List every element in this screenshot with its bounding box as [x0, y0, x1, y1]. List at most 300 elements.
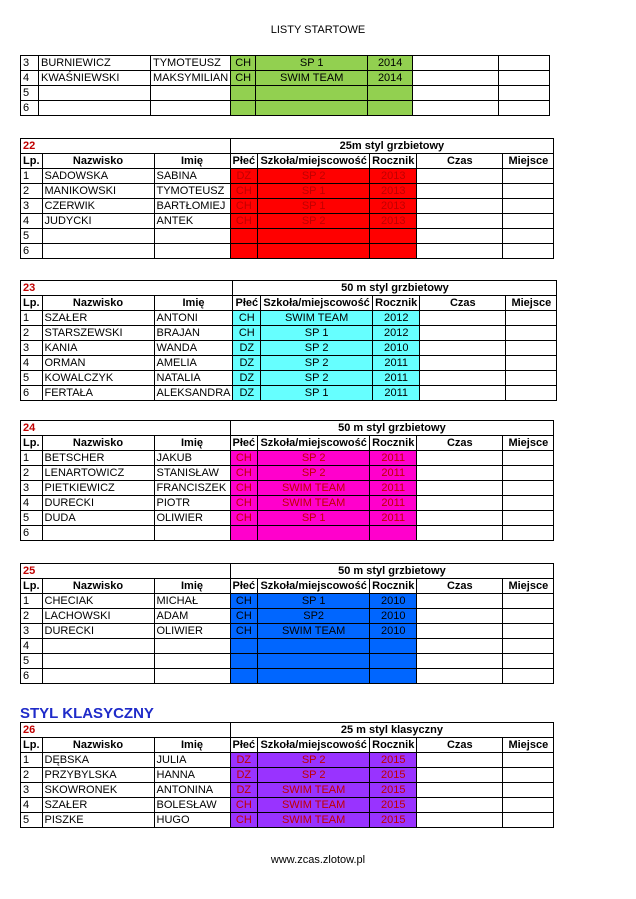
cell-miejsce: [503, 813, 554, 828]
cell-czas: [417, 511, 503, 526]
cell-rocznik: 2011: [370, 466, 417, 481]
cell-lp: 2: [21, 768, 43, 783]
cell-czas: [417, 669, 503, 684]
cell-nazwisko: [42, 526, 154, 541]
cell-nazwisko: DURECKI: [42, 496, 154, 511]
cell-rocznik: 2011: [373, 356, 420, 371]
event-number: 23: [21, 281, 233, 296]
cell-plec: DZ: [233, 371, 261, 386]
cell-miejsce: [503, 511, 554, 526]
header-plec: Płeć: [230, 738, 258, 753]
table-row: [21, 214, 554, 229]
cell-szkola: SP 2: [258, 451, 370, 466]
event-number: 26: [21, 723, 231, 738]
cell-plec: DZ: [230, 768, 258, 783]
cell-szkola: SP 2: [258, 214, 370, 229]
cell-czas: [417, 526, 503, 541]
cell-rocznik: 2015: [370, 753, 417, 768]
cell-imie: HUGO: [154, 813, 230, 828]
cell-lp: 6: [21, 526, 43, 541]
table-row: [21, 199, 554, 214]
header-miejsce: Miejsce: [503, 738, 554, 753]
cell-plec: [230, 654, 258, 669]
cell-czas: [417, 214, 503, 229]
header-rocznik: Rocznik: [370, 579, 417, 594]
cell-lp: 3: [21, 624, 43, 639]
cell-szkola: [256, 101, 368, 116]
cell-imie: PIOTR: [154, 496, 230, 511]
cell-imie: OLIWIER: [154, 624, 230, 639]
header-czas: Czas: [417, 738, 503, 753]
cell-rocznik: 2010: [373, 341, 420, 356]
header-miejsce: Miejsce: [503, 579, 554, 594]
cell-plec: [230, 244, 258, 259]
cell-miejsce: [503, 244, 554, 259]
cell-imie: ANTEK: [154, 214, 230, 229]
cell-nazwisko: [42, 244, 154, 259]
cell-imie: [151, 86, 231, 101]
cell-lp: 6: [21, 386, 43, 401]
cell-imie: MICHAŁ: [154, 594, 230, 609]
cell-plec: [230, 669, 258, 684]
cell-nazwisko: DURECKI: [42, 624, 154, 639]
cell-miejsce: [503, 654, 554, 669]
cell-imie: TYMOTEUSZ: [151, 56, 231, 71]
header-lp: Lp.: [21, 154, 43, 169]
cell-nazwisko: FERTAŁA: [42, 386, 154, 401]
cell-lp: 1: [21, 311, 43, 326]
cell-plec: CH: [231, 56, 256, 71]
cell-rocznik: 2012: [373, 311, 420, 326]
cell-rocznik: 2013: [370, 199, 417, 214]
header-plec: Płeć: [230, 436, 258, 451]
event-table: [20, 280, 557, 401]
cell-lp: 5: [21, 229, 43, 244]
header-czas: Czas: [417, 436, 503, 451]
cell-miejsce: [503, 609, 554, 624]
cell-imie: WANDA: [154, 341, 233, 356]
cell-nazwisko: KANIA: [42, 341, 154, 356]
event-table: [20, 138, 554, 259]
cell-imie: STANISŁAW: [154, 466, 230, 481]
cell-lp: 1: [21, 169, 43, 184]
cell-czas: [413, 56, 499, 71]
cell-czas: [417, 768, 503, 783]
table-row: [21, 639, 554, 654]
table-row: [21, 244, 554, 259]
table-row: [21, 609, 554, 624]
cell-rocznik: 2015: [370, 768, 417, 783]
cell-imie: ANTONINA: [154, 783, 230, 798]
table-row: [21, 813, 554, 828]
cell-rocznik: 2015: [370, 783, 417, 798]
header-nazwisko: Nazwisko: [42, 579, 154, 594]
cell-rocznik: 2012: [373, 326, 420, 341]
cell-plec: DZ: [233, 356, 261, 371]
cell-rocznik: 2015: [370, 798, 417, 813]
event-number: 22: [21, 139, 231, 154]
header-imie: Imię: [154, 738, 230, 753]
cell-czas: [417, 798, 503, 813]
cell-plec: CH: [230, 199, 258, 214]
event-name: 25 m styl klasyczny: [230, 723, 554, 738]
cell-imie: ADAM: [154, 609, 230, 624]
cell-plec: CH: [231, 71, 256, 86]
cell-miejsce: [503, 624, 554, 639]
cell-nazwisko: SZAŁER: [42, 311, 154, 326]
cell-miejsce: [499, 56, 550, 71]
table-row: [21, 669, 554, 684]
header-szkola: Szkoła/miejscowość: [258, 738, 370, 753]
cell-plec: DZ: [233, 341, 261, 356]
cell-plec: CH: [230, 466, 258, 481]
cell-rocznik: 2011: [370, 511, 417, 526]
cell-plec: CH: [230, 214, 258, 229]
cell-nazwisko: BETSCHER: [42, 451, 154, 466]
cell-nazwisko: BURNIEWICZ: [39, 56, 151, 71]
cell-lp: 5: [21, 371, 43, 386]
cell-szkola: SWIM TEAM: [258, 798, 370, 813]
event-table: [20, 722, 554, 828]
table-row: [21, 169, 554, 184]
cell-nazwisko: DĘBSKA: [42, 753, 154, 768]
cell-szkola: SP 1: [258, 511, 370, 526]
cell-lp: 3: [21, 783, 43, 798]
cell-miejsce: [499, 101, 550, 116]
cell-rocznik: 2014: [368, 71, 413, 86]
cell-imie: ALEKSANDRA: [154, 386, 233, 401]
event-number: 25: [21, 564, 231, 579]
header-lp: Lp.: [21, 436, 43, 451]
cell-nazwisko: PRZYBYLSKA: [42, 768, 154, 783]
cell-czas: [417, 184, 503, 199]
cell-imie: BARTŁOMIEJ: [154, 199, 230, 214]
cell-lp: 4: [21, 639, 43, 654]
cell-nazwisko: LACHOWSKI: [42, 609, 154, 624]
header-rocznik: Rocznik: [370, 154, 417, 169]
cell-szkola: SWIM TEAM: [261, 311, 373, 326]
cell-lp: 6: [21, 244, 43, 259]
cell-lp: 6: [21, 669, 43, 684]
cell-plec: CH: [230, 481, 258, 496]
header-szkola: Szkoła/miejscowość: [258, 154, 370, 169]
cell-imie: JULIA: [154, 753, 230, 768]
header-nazwisko: Nazwisko: [42, 436, 154, 451]
cell-nazwisko: ORMAN: [42, 356, 154, 371]
table-row: [21, 451, 554, 466]
cell-czas: [417, 451, 503, 466]
cell-plec: CH: [230, 184, 258, 199]
event-name: 50 m styl grzbietowy: [230, 421, 554, 436]
cell-lp: 3: [21, 199, 43, 214]
cell-szkola: SP 1: [258, 199, 370, 214]
cell-lp: 2: [21, 466, 43, 481]
cell-rocznik: 2011: [370, 451, 417, 466]
event-name: 50 m styl grzbietowy: [233, 281, 557, 296]
event-table: [20, 563, 554, 684]
cell-lp: 4: [21, 71, 39, 86]
cell-miejsce: [506, 356, 557, 371]
cell-nazwisko: [42, 669, 154, 684]
header-imie: Imię: [154, 579, 230, 594]
cell-szkola: [258, 669, 370, 684]
header-imie: Imię: [154, 296, 233, 311]
table-row: [21, 481, 554, 496]
cell-rocznik: [368, 101, 413, 116]
cell-rocznik: 2011: [370, 481, 417, 496]
cell-nazwisko: JUDYCKI: [42, 214, 154, 229]
table-row: [21, 783, 554, 798]
cell-plec: DZ: [233, 386, 261, 401]
cell-miejsce: [503, 526, 554, 541]
cell-rocznik: [370, 229, 417, 244]
cell-nazwisko: PIETKIEWICZ: [42, 481, 154, 496]
cell-czas: [417, 624, 503, 639]
cell-czas: [413, 101, 499, 116]
cell-szkola: SP2: [258, 609, 370, 624]
cell-plec: CH: [230, 451, 258, 466]
cell-rocznik: 2014: [368, 56, 413, 71]
cell-imie: BRAJAN: [154, 326, 233, 341]
table-row: [21, 311, 557, 326]
cell-rocznik: 2013: [370, 214, 417, 229]
cell-szkola: SP 2: [258, 169, 370, 184]
cell-plec: CH: [230, 798, 258, 813]
cell-czas: [417, 169, 503, 184]
cell-miejsce: [506, 371, 557, 386]
cell-czas: [417, 783, 503, 798]
cell-nazwisko: [42, 654, 154, 669]
table-row: [21, 768, 554, 783]
cell-szkola: SP 1: [258, 184, 370, 199]
header-czas: Czas: [420, 296, 506, 311]
cell-nazwisko: [42, 229, 154, 244]
cell-miejsce: [506, 311, 557, 326]
cell-rocznik: 2013: [370, 169, 417, 184]
cell-nazwisko: [39, 86, 151, 101]
cell-plec: [230, 526, 258, 541]
header-rocznik: Rocznik: [370, 738, 417, 753]
cell-szkola: SP 1: [261, 386, 373, 401]
cell-czas: [417, 594, 503, 609]
cell-plec: [230, 229, 258, 244]
cell-imie: JAKUB: [154, 451, 230, 466]
table-row: [21, 184, 554, 199]
cell-nazwisko: SADOWSKA: [42, 169, 154, 184]
table-row: [21, 624, 554, 639]
cell-szkola: [258, 229, 370, 244]
cell-imie: [154, 669, 230, 684]
cell-szkola: [258, 654, 370, 669]
footer-url[interactable]: www.zcas.zlotow.pl: [270, 854, 366, 866]
cell-miejsce: [503, 669, 554, 684]
header-lp: Lp.: [21, 296, 43, 311]
cell-szkola: SP 2: [258, 466, 370, 481]
cell-nazwisko: [39, 101, 151, 116]
table-row: [21, 511, 554, 526]
cell-czas: [417, 654, 503, 669]
cell-szkola: SP 1: [258, 594, 370, 609]
cell-czas: [417, 813, 503, 828]
table-row: [21, 594, 554, 609]
cell-nazwisko: CZERWIK: [42, 199, 154, 214]
cell-plec: [230, 639, 258, 654]
cell-lp: 5: [21, 86, 39, 101]
cell-nazwisko: MANIKOWSKI: [42, 184, 154, 199]
cell-czas: [417, 244, 503, 259]
cell-szkola: SP 2: [261, 356, 373, 371]
header-imie: Imię: [154, 154, 230, 169]
cell-plec: DZ: [230, 169, 258, 184]
cell-szkola: SP 1: [261, 326, 373, 341]
cell-lp: 5: [21, 813, 43, 828]
cell-szkola: SP 1: [256, 56, 368, 71]
cell-szkola: SP 2: [258, 753, 370, 768]
cell-miejsce: [506, 386, 557, 401]
header-nazwisko: Nazwisko: [42, 154, 154, 169]
cell-miejsce: [503, 184, 554, 199]
cell-rocznik: 2010: [370, 609, 417, 624]
cell-nazwisko: SZAŁER: [42, 798, 154, 813]
cell-imie: ANTONI: [154, 311, 233, 326]
cell-czas: [413, 71, 499, 86]
table-row: [21, 326, 557, 341]
header-czas: Czas: [417, 154, 503, 169]
cell-imie: [154, 654, 230, 669]
event-name: 25m styl grzbietowy: [230, 139, 554, 154]
cell-imie: [154, 526, 230, 541]
cell-rocznik: [370, 244, 417, 259]
cell-miejsce: [503, 451, 554, 466]
header-plec: Płeć: [233, 296, 261, 311]
cell-czas: [417, 496, 503, 511]
cell-szkola: SWIM TEAM: [258, 496, 370, 511]
table-row: [21, 229, 554, 244]
cell-rocznik: 2011: [373, 371, 420, 386]
cell-plec: DZ: [230, 753, 258, 768]
cell-rocznik: [368, 86, 413, 101]
cell-lp: 1: [21, 594, 43, 609]
cell-imie: [154, 244, 230, 259]
cell-nazwisko: KWAŚNIEWSKI: [39, 71, 151, 86]
cell-rocznik: [370, 654, 417, 669]
table-row: [21, 341, 557, 356]
cell-nazwisko: STARSZEWSKI: [42, 326, 154, 341]
header-nazwisko: Nazwisko: [42, 738, 154, 753]
header-lp: Lp.: [21, 579, 43, 594]
cell-szkola: [256, 86, 368, 101]
cell-miejsce: [503, 798, 554, 813]
cell-miejsce: [503, 214, 554, 229]
cell-miejsce: [499, 86, 550, 101]
cell-imie: TYMOTEUSZ: [154, 184, 230, 199]
cell-rocznik: 2010: [370, 594, 417, 609]
table-row: [21, 86, 550, 101]
cell-lp: 2: [21, 326, 43, 341]
cell-imie: HANNA: [154, 768, 230, 783]
header-plec: Płeć: [230, 154, 258, 169]
cell-lp: 4: [21, 214, 43, 229]
cell-plec: [231, 101, 256, 116]
cell-czas: [420, 311, 506, 326]
cell-lp: 5: [21, 654, 43, 669]
table-row: [21, 526, 554, 541]
cell-plec: DZ: [230, 783, 258, 798]
cell-nazwisko: DUDA: [42, 511, 154, 526]
cell-rocznik: [370, 526, 417, 541]
cell-imie: [154, 229, 230, 244]
cell-czas: [417, 229, 503, 244]
cell-szkola: [258, 639, 370, 654]
cell-imie: NATALIA: [154, 371, 233, 386]
cell-czas: [417, 753, 503, 768]
cell-miejsce: [506, 341, 557, 356]
cell-rocznik: 2015: [370, 813, 417, 828]
cell-miejsce: [503, 481, 554, 496]
cell-rocznik: 2011: [370, 496, 417, 511]
cell-imie: AMELIA: [154, 356, 233, 371]
cell-szkola: SWIM TEAM: [258, 481, 370, 496]
cell-imie: MAKSYMILIAN: [151, 71, 231, 86]
cell-imie: OLIWIER: [154, 511, 230, 526]
cell-czas: [417, 609, 503, 624]
cell-lp: 3: [21, 56, 39, 71]
cell-miejsce: [503, 594, 554, 609]
cell-lp: 6: [21, 101, 39, 116]
cell-lp: 3: [21, 341, 43, 356]
cell-szkola: SWIM TEAM: [256, 71, 368, 86]
cell-rocznik: 2010: [370, 624, 417, 639]
table-row: [21, 466, 554, 481]
table-row: [21, 371, 557, 386]
cell-lp: 2: [21, 609, 43, 624]
cell-nazwisko: SKOWRONEK: [42, 783, 154, 798]
cell-plec: CH: [230, 813, 258, 828]
cell-miejsce: [499, 71, 550, 86]
table-row: [21, 798, 554, 813]
table-row: [21, 496, 554, 511]
event-table: [20, 420, 554, 541]
table-row: [21, 356, 557, 371]
header-szkola: Szkoła/miejscowość: [258, 579, 370, 594]
section-title: STYL KLASYCZNY: [20, 705, 154, 722]
cell-szkola: SWIM TEAM: [258, 783, 370, 798]
event-table: [20, 55, 550, 116]
cell-lp: 1: [21, 451, 43, 466]
cell-szkola: SWIM TEAM: [258, 624, 370, 639]
header-lp: Lp.: [21, 738, 43, 753]
cell-miejsce: [503, 169, 554, 184]
cell-miejsce: [503, 753, 554, 768]
header-miejsce: Miejsce: [503, 154, 554, 169]
cell-plec: CH: [230, 609, 258, 624]
event-name: 50 m styl grzbietowy: [230, 564, 554, 579]
cell-lp: 3: [21, 481, 43, 496]
table-row: [21, 654, 554, 669]
cell-miejsce: [503, 496, 554, 511]
header-czas: Czas: [417, 579, 503, 594]
cell-lp: 4: [21, 496, 43, 511]
cell-szkola: SP 2: [258, 768, 370, 783]
cell-czas: [420, 356, 506, 371]
cell-imie: FRANCISZEK: [154, 481, 230, 496]
cell-plec: [231, 86, 256, 101]
cell-czas: [417, 639, 503, 654]
cell-miejsce: [503, 229, 554, 244]
table-row: [21, 386, 557, 401]
cell-nazwisko: CHECIAK: [42, 594, 154, 609]
cell-miejsce: [503, 466, 554, 481]
